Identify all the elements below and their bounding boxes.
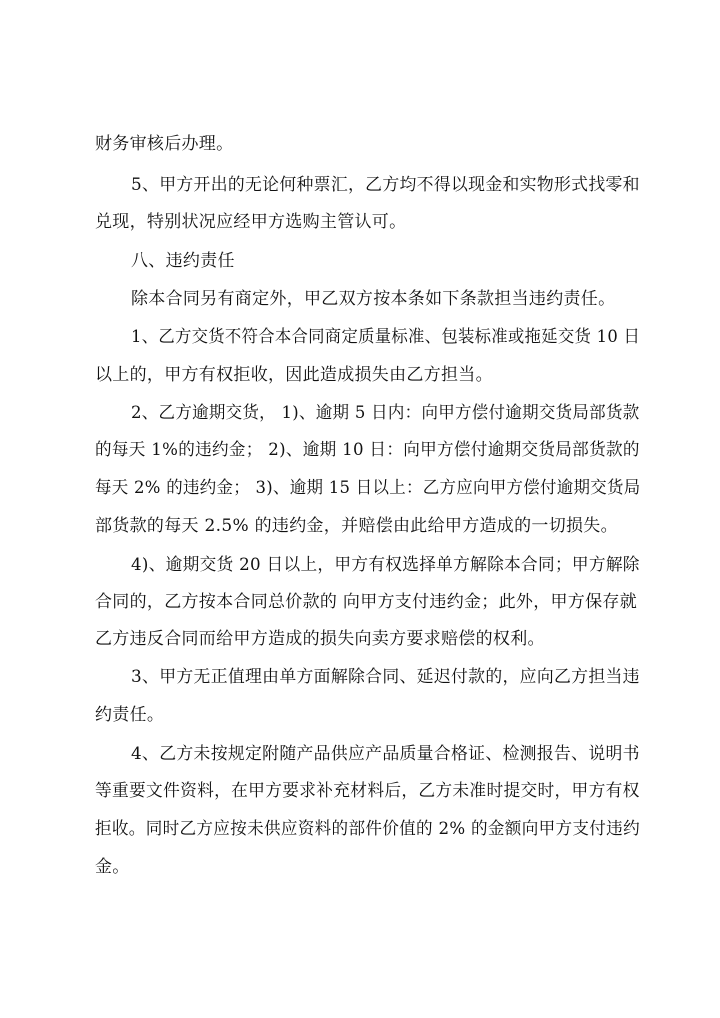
- text-line: 4、乙方未按规定附随产品供应产品质量合格证、检测报告、说明书: [131, 744, 640, 764]
- text-line: 部货款的每天 2.5% 的违约金，并赔偿由此给甲方造成的一切损失。: [95, 516, 618, 536]
- text-line: 合同的，乙方按本合同总价款的 向甲方支付违约金；此外，甲方保存就: [95, 592, 638, 612]
- text-line: 除本合同另有商定外，甲乙双方按本条如下条款担当违约责任。: [131, 289, 616, 309]
- text-line: 约责任。: [95, 705, 165, 725]
- text-line: 3、甲方无正值理由单方面解除合同、延迟付款的，应向乙方担当违: [131, 667, 640, 687]
- text-line: 5、甲方开出的无论何种票汇，乙方均不得以现金和实物形式找零和: [131, 175, 640, 195]
- text-line: 等重要文件资料，在甲方要求补充材料后，乙方未准时提交时，甲方有权: [95, 781, 640, 801]
- text-line: 乙方违反合同而给甲方造成的损失向卖方要求赔偿的权利。: [95, 629, 545, 649]
- section-heading: 八、违约责任: [131, 251, 235, 271]
- text-line: 2、乙方逾期交货， 1)、逾期 5 日内：向甲方偿付逾期交货局部货款: [131, 403, 640, 423]
- text-line: 金。: [95, 857, 130, 877]
- text-line: 拒收。同时乙方应按未供应资料的部件价值的 2% 的金额向甲方支付违约: [95, 819, 640, 839]
- text-line: 兑现，特别状况应经甲方选购主管认可。: [95, 212, 407, 232]
- text-line: 的每天 1%的违约金； 2)、逾期 10 日：向甲方偿付逾期交货局部货款的: [95, 440, 640, 460]
- text-line: 4)、逾期交货 20 日以上，甲方有权选择单方解除本合同；甲方解除: [131, 555, 640, 575]
- text-line: 财务审核后办理。: [95, 134, 234, 154]
- text-line: 以上的，甲方有权拒收，因此造成损失由乙方担当。: [95, 365, 493, 385]
- text-line: 1、乙方交货不符合本合同商定质量标准、包装标准或拖延交货 10 日: [131, 327, 641, 347]
- text-line: 每天 2% 的违约金； 3)、逾期 15 日以上：乙方应向甲方偿付逾期交货局: [95, 478, 641, 498]
